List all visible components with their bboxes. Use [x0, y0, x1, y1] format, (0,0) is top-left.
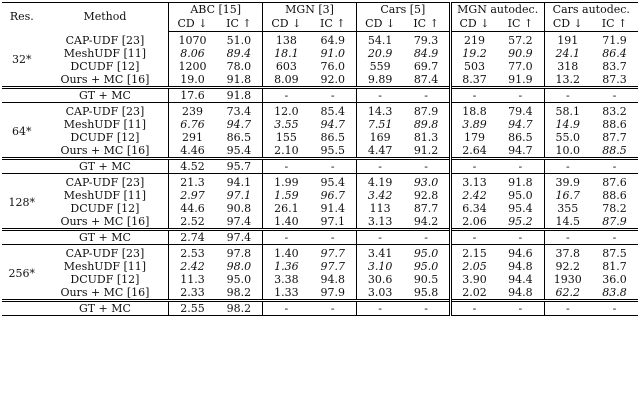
- method-row: [2, 273, 638, 286]
- ic-value: 71.9: [602, 34, 627, 47]
- gt-cd-value: -: [263, 88, 310, 103]
- cd-value: 3.10: [356, 260, 403, 273]
- ic-value: 97.7: [310, 245, 357, 261]
- cd-value: 2.97: [169, 189, 216, 202]
- ic-value: 96.7: [320, 189, 345, 202]
- gt-cd-value: -: [450, 159, 497, 174]
- cd-value: 8.06: [169, 47, 216, 60]
- ic-value: 91.0: [320, 47, 345, 60]
- method-row: [2, 32, 638, 48]
- gt-ic-value: -: [591, 230, 638, 245]
- method-header: Method: [83, 10, 127, 24]
- cd-value: 2.02: [450, 286, 497, 301]
- cd-value: 113: [356, 202, 403, 215]
- header-row-datasets: [2, 3, 638, 18]
- method-row: [2, 260, 638, 273]
- ic-header: IC ↑: [497, 17, 544, 32]
- ic-value: 94.8: [508, 286, 533, 299]
- method-row: [2, 47, 638, 60]
- method-row: [2, 103, 638, 119]
- ic-value: 89.4: [226, 47, 252, 60]
- cd-value: 239: [169, 103, 216, 119]
- method-name: CAP-UDF [23]: [42, 174, 169, 190]
- cd-value: 9.89: [356, 73, 403, 88]
- gt-cd-value: -: [544, 301, 591, 316]
- results-body: [2, 32, 638, 316]
- ic-value: 95.0: [403, 245, 450, 261]
- cd-value: 2.15: [450, 245, 497, 261]
- ic-value: 87.7: [413, 202, 439, 215]
- ic-value: 78.2: [602, 202, 627, 215]
- ic-value: 94.7: [508, 144, 533, 157]
- gt-spacer: [2, 301, 42, 316]
- gt-row: [2, 159, 638, 174]
- gt-ic-value: 98.2: [216, 301, 263, 316]
- gt-cd-value: 2.74: [169, 230, 216, 245]
- ic-value: 87.3: [602, 73, 627, 86]
- ic-value: 94.2: [413, 215, 439, 228]
- ic-value: 87.5: [591, 245, 638, 261]
- gt-ic-value: -: [310, 230, 357, 245]
- method-row: [2, 131, 638, 144]
- cd-value: 318: [544, 60, 591, 73]
- ic-value: 83.8: [602, 286, 627, 299]
- resolution-label: 128*: [2, 174, 42, 230]
- method-name: MeshUDF [11]: [63, 189, 147, 202]
- ic-value: 97.9: [320, 286, 345, 299]
- method-row: [2, 60, 638, 73]
- ic-value: 83.2: [591, 103, 638, 119]
- gt-ic-value: -: [497, 230, 544, 245]
- gt-cd-value: 2.55: [169, 301, 216, 316]
- cd-value: 8.09: [263, 73, 310, 88]
- gt-cd-value: -: [356, 230, 403, 245]
- cd-value: 3.89: [450, 118, 497, 131]
- results-table: [2, 2, 638, 316]
- ic-value: 57.2: [508, 34, 533, 47]
- method-row: [2, 118, 638, 131]
- cd-value: 169: [356, 131, 403, 144]
- cd-value: 155: [263, 131, 310, 144]
- cd-value: 3.55: [263, 118, 310, 131]
- cd-value: 24.1: [544, 47, 591, 60]
- method-name: CAP-UDF [23]: [42, 245, 169, 261]
- cd-value: 16.7: [544, 189, 591, 202]
- ic-value: 86.5: [320, 131, 345, 144]
- ic-value: 51.0: [226, 34, 252, 47]
- cd-value: 3.13: [450, 174, 497, 190]
- cd-value: 3.03: [356, 286, 403, 301]
- gt-spacer: [2, 230, 42, 245]
- ic-value: 95.5: [320, 144, 345, 157]
- ic-value: 83.7: [602, 60, 627, 73]
- method-name: MeshUDF [11]: [63, 118, 147, 131]
- dataset-header: MGN [3]: [263, 3, 357, 18]
- gt-spacer: [2, 88, 42, 103]
- cd-value: 13.2: [544, 73, 591, 88]
- cd-value: 1070: [169, 32, 216, 48]
- gt-cd-value: -: [356, 88, 403, 103]
- cd-value: 2.10: [263, 144, 310, 159]
- cd-value: 3.13: [356, 215, 403, 230]
- ic-value: 95.4: [226, 144, 252, 157]
- res-header: Res.: [9, 10, 34, 24]
- ic-value: 76.0: [320, 60, 345, 73]
- cd-value: 4.19: [356, 174, 403, 190]
- ic-value: 98.2: [226, 286, 252, 299]
- method-name: Ours + MC [16]: [60, 286, 150, 299]
- cd-header: CD ↓: [450, 17, 497, 32]
- gt-cd-value: 17.6: [169, 88, 216, 103]
- method-row: [2, 189, 638, 202]
- cd-header: CD ↓: [544, 17, 591, 32]
- dataset-header: Cars autodec.: [544, 3, 638, 18]
- cd-value: 14.5: [544, 215, 591, 230]
- cd-value: 18.8: [450, 103, 497, 119]
- cd-value: 19.0: [169, 73, 216, 88]
- cd-value: 58.1: [544, 103, 591, 119]
- ic-value: 94.1: [216, 174, 263, 190]
- ic-value: 97.1: [226, 189, 252, 202]
- ic-value: 95.4: [508, 202, 533, 215]
- method-name: Ours + MC [16]: [60, 215, 150, 228]
- gt-cd-value: 4.52: [169, 159, 216, 174]
- cd-value: 18.1: [263, 47, 310, 60]
- ic-value: 91.8: [497, 174, 544, 190]
- ic-value: 81.7: [602, 260, 627, 273]
- gt-ic-value: -: [497, 159, 544, 174]
- ic-value: 91.2: [413, 144, 439, 157]
- ic-header: IC ↑: [310, 17, 357, 32]
- ic-value: 95.8: [413, 286, 439, 299]
- method-name: Ours + MC [16]: [60, 73, 150, 86]
- cd-value: 1.36: [263, 260, 310, 273]
- ic-value: 98.0: [226, 260, 252, 273]
- cd-value: 291: [169, 131, 216, 144]
- cd-value: 54.1: [356, 32, 403, 48]
- ic-value: 94.7: [320, 118, 345, 131]
- cd-value: 6.76: [169, 118, 216, 131]
- ic-value: 90.9: [508, 47, 533, 60]
- gt-ic-value: -: [403, 159, 450, 174]
- cd-value: 1930: [544, 273, 591, 286]
- cd-value: 3.42: [356, 189, 403, 202]
- cd-value: 14.3: [356, 103, 403, 119]
- cd-value: 179: [450, 131, 497, 144]
- cd-value: 219: [450, 32, 497, 48]
- ic-value: 88.5: [602, 144, 627, 157]
- method-name: MeshUDF [11]: [63, 47, 147, 60]
- dataset-header: MGN autodec.: [450, 3, 544, 18]
- ic-header: IC ↑: [403, 17, 450, 32]
- dataset-header: Cars [5]: [356, 3, 450, 18]
- gt-ic-value: -: [591, 159, 638, 174]
- method-row: [2, 245, 638, 261]
- gt-ic-value: -: [591, 88, 638, 103]
- ic-value: 92.0: [320, 73, 345, 86]
- gt-ic-value: -: [403, 301, 450, 316]
- ic-header: IC ↑: [216, 17, 263, 32]
- resolution-label: 256*: [2, 245, 42, 301]
- gt-cd-value: -: [356, 159, 403, 174]
- cd-value: 6.34: [450, 202, 497, 215]
- cd-value: 30.6: [356, 273, 403, 286]
- cd-value: 1.40: [263, 215, 310, 230]
- gt-cd-value: -: [544, 230, 591, 245]
- gt-row: [2, 88, 638, 103]
- ic-value: 86.5: [226, 131, 252, 144]
- gt-ic-value: 97.4: [216, 230, 263, 245]
- cd-value: 2.42: [450, 189, 497, 202]
- method-name: DCUDF [12]: [70, 273, 140, 286]
- ic-value: 94.6: [497, 245, 544, 261]
- ic-value: 94.7: [226, 118, 252, 131]
- cd-value: 8.37: [450, 73, 497, 88]
- cd-value: 2.53: [169, 245, 216, 261]
- gt-ic-value: -: [310, 88, 357, 103]
- gt-ic-value: -: [591, 301, 638, 316]
- cd-value: 603: [263, 60, 310, 73]
- ic-value: 87.9: [403, 103, 450, 119]
- gt-cd-value: -: [263, 301, 310, 316]
- cd-value: 2.33: [169, 286, 216, 301]
- cd-value: 44.6: [169, 202, 216, 215]
- cd-value: 2.05: [450, 260, 497, 273]
- gt-method-name: GT + MC: [42, 301, 169, 316]
- resolution-label: 64*: [2, 103, 42, 159]
- ic-value: 87.4: [413, 73, 439, 86]
- gt-ic-value: -: [403, 230, 450, 245]
- ic-value: 81.3: [413, 131, 439, 144]
- dataset-header: ABC [15]: [169, 3, 263, 18]
- cd-value: 2.06: [450, 215, 497, 230]
- ic-value: 84.9: [413, 47, 439, 60]
- cd-value: 138: [263, 32, 310, 48]
- ic-value: 91.8: [226, 73, 252, 86]
- gt-method-name: GT + MC: [42, 159, 169, 174]
- method-name: MeshUDF [11]: [63, 260, 147, 273]
- gt-ic-value: -: [403, 88, 450, 103]
- ic-value: 90.5: [413, 273, 439, 286]
- method-row: [2, 215, 638, 230]
- cd-value: 10.0: [544, 144, 591, 159]
- cd-value: 3.38: [263, 273, 310, 286]
- method-row: [2, 144, 638, 159]
- gt-cd-value: -: [263, 159, 310, 174]
- gt-cd-value: -: [263, 230, 310, 245]
- ic-value: 91.9: [508, 73, 533, 86]
- cd-value: 20.9: [356, 47, 403, 60]
- cd-header: CD ↓: [356, 17, 403, 32]
- ic-value: 94.7: [508, 118, 533, 131]
- gt-ic-value: -: [310, 159, 357, 174]
- cd-value: 2.42: [169, 260, 216, 273]
- method-row: [2, 202, 638, 215]
- cd-value: 14.9: [544, 118, 591, 131]
- cd-value: 55.0: [544, 131, 591, 144]
- ic-value: 94.8: [508, 260, 533, 273]
- ic-value: 36.0: [602, 273, 627, 286]
- gt-cd-value: -: [450, 301, 497, 316]
- ic-value: 97.1: [320, 215, 345, 228]
- ic-value: 87.9: [602, 215, 627, 228]
- ic-value: 94.4: [508, 273, 533, 286]
- cd-value: 19.2: [450, 47, 497, 60]
- cd-value: 92.2: [544, 260, 591, 273]
- ic-value: 95.4: [310, 174, 357, 190]
- cd-value: 21.3: [169, 174, 216, 190]
- ic-value: 73.4: [216, 103, 263, 119]
- gt-ic-value: 91.8: [216, 88, 263, 103]
- cd-value: 1.59: [263, 189, 310, 202]
- cd-header: CD ↓: [169, 17, 216, 32]
- cd-value: 191: [544, 32, 591, 48]
- gt-ic-value: -: [310, 301, 357, 316]
- method-row: [2, 73, 638, 88]
- ic-value: 90.8: [226, 202, 252, 215]
- gt-cd-value: -: [450, 88, 497, 103]
- ic-value: 77.0: [508, 60, 533, 73]
- cd-value: 1.33: [263, 286, 310, 301]
- cd-value: 355: [544, 202, 591, 215]
- gt-cd-value: -: [450, 230, 497, 245]
- cd-value: 1.99: [263, 174, 310, 190]
- cd-value: 37.8: [544, 245, 591, 261]
- ic-value: 93.0: [403, 174, 450, 190]
- cd-value: 12.0: [263, 103, 310, 119]
- ic-value: 87.6: [591, 174, 638, 190]
- ic-value: 95.2: [508, 215, 533, 228]
- ic-value: 86.5: [508, 131, 533, 144]
- cd-value: 4.47: [356, 144, 403, 159]
- gt-cd-value: -: [356, 301, 403, 316]
- ic-value: 95.0: [508, 189, 533, 202]
- ic-value: 95.0: [413, 260, 439, 273]
- gt-method-name: GT + MC: [42, 230, 169, 245]
- ic-header: IC ↑: [591, 17, 638, 32]
- resolution-label: 32*: [12, 53, 32, 67]
- ic-value: 88.6: [602, 189, 627, 202]
- cd-header: CD ↓: [263, 17, 310, 32]
- gt-ic-value: 95.7: [216, 159, 263, 174]
- method-name: DCUDF [12]: [70, 131, 140, 144]
- ic-value: 87.7: [602, 131, 627, 144]
- cd-value: 3.90: [450, 273, 497, 286]
- ic-value: 85.4: [310, 103, 357, 119]
- cd-value: 3.41: [356, 245, 403, 261]
- cd-value: 1200: [169, 60, 216, 73]
- cd-value: 7.51: [356, 118, 403, 131]
- ic-value: 95.0: [226, 273, 252, 286]
- method-row: [2, 286, 638, 301]
- ic-value: 97.8: [216, 245, 263, 261]
- cd-value: 39.9: [544, 174, 591, 190]
- ic-value: 88.6: [602, 118, 627, 131]
- gt-row: [2, 230, 638, 245]
- method-row: [2, 174, 638, 190]
- cd-value: 503: [450, 60, 497, 73]
- cd-value: 26.1: [263, 202, 310, 215]
- method-name: CAP-UDF [23]: [65, 33, 145, 47]
- ic-value: 64.9: [320, 34, 345, 47]
- gt-cd-value: -: [544, 159, 591, 174]
- ic-value: 89.8: [413, 118, 439, 131]
- ic-value: 86.4: [602, 47, 627, 60]
- gt-spacer: [2, 159, 42, 174]
- gt-ic-value: -: [497, 88, 544, 103]
- gt-cd-value: -: [544, 88, 591, 103]
- method-name: DCUDF [12]: [70, 60, 140, 73]
- cd-value: 2.52: [169, 215, 216, 230]
- ic-value: 69.7: [413, 60, 439, 73]
- method-name: CAP-UDF [23]: [42, 103, 169, 119]
- cd-value: 1.40: [263, 245, 310, 261]
- ic-value: 94.8: [320, 273, 345, 286]
- ic-value: 97.4: [226, 215, 252, 228]
- cd-value: 4.46: [169, 144, 216, 159]
- cd-value: 11.3: [169, 273, 216, 286]
- ic-value: 79.4: [497, 103, 544, 119]
- cd-value: 62.2: [544, 286, 591, 301]
- cd-value: 559: [356, 60, 403, 73]
- method-name: DCUDF [12]: [70, 202, 140, 215]
- ic-value: 79.3: [413, 34, 439, 47]
- ic-value: 92.8: [413, 189, 439, 202]
- cd-value: 2.64: [450, 144, 497, 159]
- gt-method-name: GT + MC: [42, 88, 169, 103]
- ic-value: 97.7: [320, 260, 345, 273]
- method-name: Ours + MC [16]: [60, 144, 150, 157]
- gt-ic-value: -: [497, 301, 544, 316]
- ic-value: 91.4: [320, 202, 345, 215]
- gt-row: [2, 301, 638, 316]
- ic-value: 78.0: [226, 60, 252, 73]
